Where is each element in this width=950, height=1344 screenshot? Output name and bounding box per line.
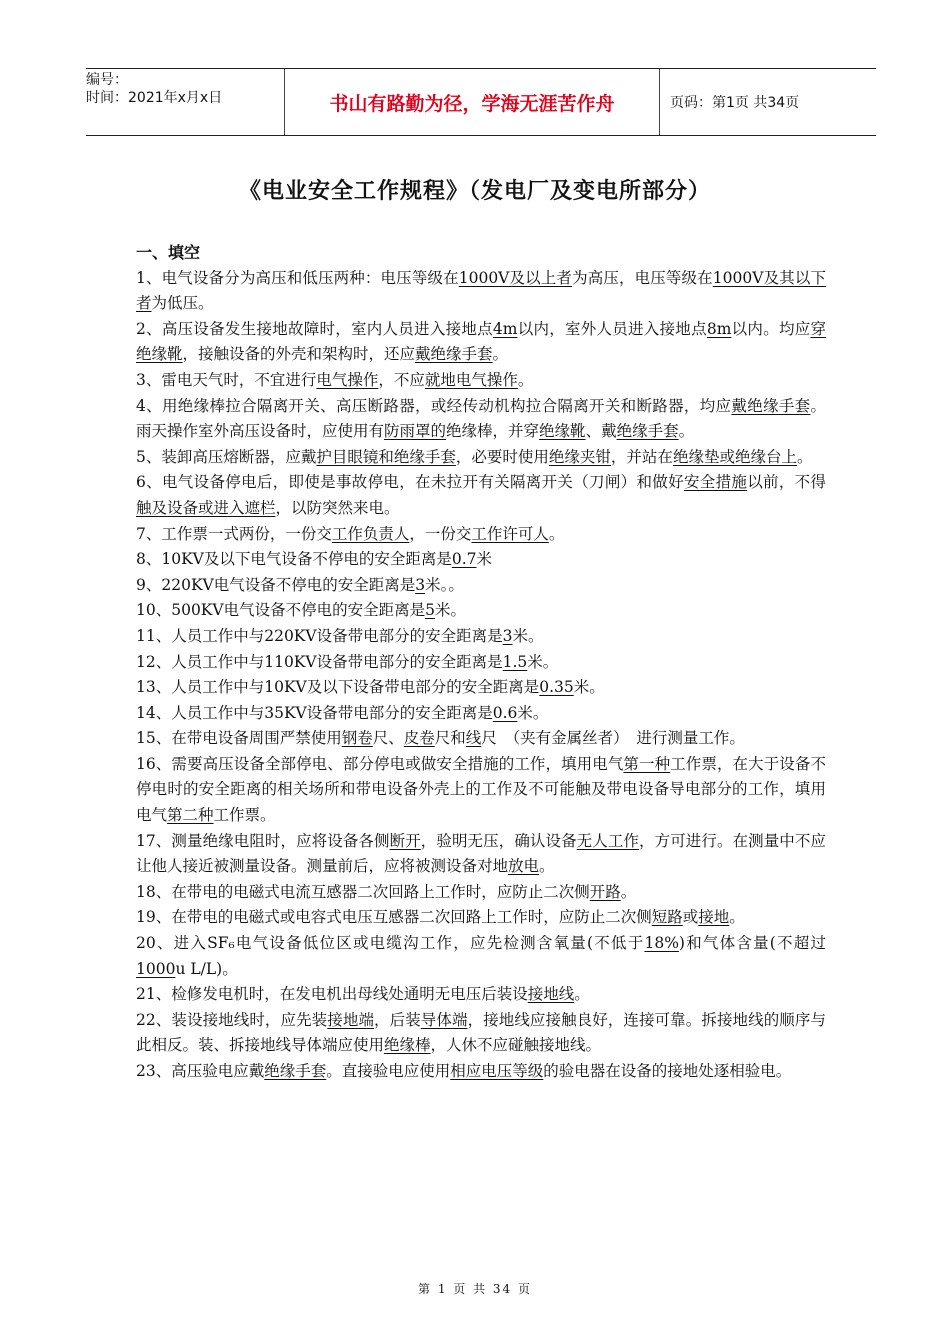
item-text: 尺 （夹有金属丝者） 进行测量工作。 — [481, 729, 745, 748]
list-item — [136, 1008, 826, 1059]
answer-blank: 接地端 — [327, 1010, 375, 1029]
list-item — [136, 701, 826, 727]
item-text: 尺和 — [434, 729, 466, 748]
item-text: 23、高压验电应戴 — [136, 1062, 265, 1080]
answer-blank: 8m — [706, 319, 732, 338]
item-text: ，方可进行。在测量中不应让他人接近被测量设备。测量前后，应将被测设备对地 — [136, 831, 826, 876]
answer-blank: 防雨罩的 — [384, 422, 447, 441]
item-text: 5、装卸高压熔断器，应戴 — [136, 447, 317, 466]
answer-blank: 0.6 — [492, 703, 518, 722]
answer-blank: 电气操作 — [316, 370, 379, 389]
item-text: 以前，不得 — [747, 473, 826, 492]
date-label: 时间：2021年x月x日 — [86, 90, 223, 106]
answer-blank: 第二种 — [167, 806, 214, 825]
answer-blank: 安全措施 — [683, 473, 748, 492]
item-text: 。雨天操作室外高压设备时，应使用有 — [136, 396, 826, 441]
list-item — [136, 1059, 826, 1085]
list-item — [136, 752, 826, 829]
answer-blank: 3 — [415, 575, 426, 594]
number-label: 编号： — [86, 72, 128, 88]
page-footer: 第 1 页 共 34 页 — [418, 1282, 532, 1296]
item-text: ，必要时使用 — [455, 447, 549, 466]
item-text: 为高压，电压等级在 — [572, 268, 713, 287]
item-text: 工作票。 — [213, 806, 276, 825]
list-item — [136, 905, 826, 931]
fill-blank-list — [136, 266, 826, 1085]
item-text: 工作票，在大于设备不停电时的安全距离的相关场所和带电设备外壳上的工作及不可能触及带电设备导电部分的工作，填用电气 — [136, 754, 826, 825]
item-text: 16、需要高压设备全部停电、部分停电或做安全措施的工作，填用电气 — [136, 754, 624, 773]
item-text: 。 — [539, 857, 555, 876]
item-text: 米。 — [434, 601, 466, 620]
item-text: ，并站在 — [610, 447, 673, 466]
list-item — [136, 598, 826, 624]
item-text: u L/L)。 — [175, 959, 238, 978]
item-text: 1、电气设备分为高压和低压两种：电压等级在 — [136, 268, 459, 287]
item-text: 尺、 — [372, 729, 404, 748]
answer-blank: 绝缘垫或绝缘台上 — [672, 447, 797, 466]
answer-blank: 穿绝缘靴 — [136, 319, 826, 364]
answer-blank: 触及设备或进入遮栏 — [136, 498, 276, 517]
item-text: 。 — [548, 524, 565, 543]
item-text: 或 — [682, 908, 699, 927]
list-item — [136, 931, 826, 982]
item-text: 3、雷电天气时，不宜进行 — [136, 370, 317, 389]
item-text: 9、220KV电气设备不停电的安全距离是 — [136, 575, 416, 594]
item-text: 米 — [476, 550, 493, 569]
item-text: 的验电器在设备的接地处逐相验电。 — [543, 1062, 792, 1080]
answer-blank: 3 — [502, 626, 513, 645]
answer-blank: 戴绝缘手套 — [415, 345, 493, 364]
item-text: 为低压。 — [151, 294, 214, 313]
list-item — [136, 573, 826, 599]
item-text: 14、人员工作中与35KV设备带电部分的安全距离是 — [136, 703, 493, 722]
item-text: 。直接验电应使用 — [326, 1062, 451, 1080]
item-text: 2、高压设备发生接地故障时，室内人员进入接地点 — [136, 319, 493, 338]
item-text: 绝缘棒，并穿 — [446, 422, 540, 441]
answer-blank: 无人工作 — [576, 831, 640, 850]
answer-blank: 0.35 — [539, 678, 574, 697]
list-item — [136, 982, 826, 1008]
item-text: 7、工作票一式两份，一份交 — [136, 524, 332, 543]
answer-blank: 绝缘棒 — [384, 1036, 431, 1055]
answer-blank: 第一种 — [623, 754, 671, 773]
item-text: )和气体含量(不超过 — [678, 934, 826, 953]
list-item — [136, 547, 826, 573]
list-item — [136, 470, 826, 521]
document-title: 《电业安全工作规程》（发电厂及变电所部分） — [238, 179, 711, 204]
item-text: 6、电气设备停电后，即使是事故停电，在未拉开有关隔离开关（刀闸）和做好 — [136, 473, 684, 492]
answer-blank: 就地电气操作 — [424, 370, 518, 389]
answer-blank: 短路 — [651, 908, 683, 927]
item-text: 20、进入SF₆电气设备低位区或电缆沟工作，应先检测含氧量(不低于 — [136, 934, 645, 953]
answer-blank: 工作许可人 — [471, 524, 549, 543]
answer-blank: 钢卷 — [341, 729, 373, 748]
answer-blank: 绝缘靴 — [539, 422, 586, 441]
item-text: 、戴 — [585, 422, 617, 441]
item-text: 8、10KV及以下电气设备不停电的安全距离是 — [136, 550, 452, 569]
section-heading: 一、填空 — [136, 243, 201, 262]
list-item — [136, 650, 826, 676]
list-item — [136, 522, 826, 548]
item-text: ，人休不应碰触接地线。 — [430, 1036, 602, 1055]
list-item — [136, 445, 826, 471]
answer-blank: 断开 — [389, 831, 421, 850]
answer-blank: 1000V及其以下者 — [136, 268, 826, 313]
item-text: 18、在带电的电磁式电流互感器二次回路上工作时，应防止二次侧 — [136, 882, 590, 901]
answer-blank: 绝缘手套 — [616, 422, 679, 441]
list-item — [136, 394, 826, 445]
item-text: 米。 — [512, 626, 544, 645]
answer-blank: 戴绝缘手套 — [731, 396, 811, 415]
item-text: ，不应 — [378, 370, 425, 389]
item-text: 4、用绝缘棒拉合隔离开关、高压断路器，或经传动机构拉合隔离开关和断路器，均应 — [136, 396, 732, 415]
item-text: 22、装设接地线时，应先装 — [136, 1010, 328, 1029]
answer-blank: 绝缘夹钳 — [548, 447, 611, 466]
item-text: ，一份交 — [409, 524, 472, 543]
answer-blank: 导体端 — [420, 1010, 468, 1029]
item-text: ，以防突然来电。 — [275, 498, 400, 517]
answer-blank: 开路 — [589, 882, 621, 901]
list-item — [136, 675, 826, 701]
answer-blank: 接地 — [698, 908, 730, 927]
answer-blank: 0.7 — [451, 550, 477, 569]
item-text: 以内，室外人员进入接地点 — [517, 319, 707, 338]
item-text: 。 — [574, 985, 590, 1004]
header-meta — [86, 69, 284, 135]
document-body — [136, 240, 826, 1085]
list-item — [136, 368, 826, 394]
list-item — [136, 317, 826, 368]
item-text: 12、人员工作中与110KV设备带电部分的安全距离是 — [136, 652, 503, 671]
answer-blank: 接地线 — [527, 985, 575, 1004]
list-item — [136, 624, 826, 650]
item-text: 。 — [678, 422, 695, 441]
answer-blank: 5 — [425, 601, 435, 620]
item-text: 10、500KV电气设备不停电的安全距离是 — [136, 601, 426, 620]
item-text: 17、测量绝缘电阻时，应将设备各侧 — [136, 831, 390, 850]
item-text: 。 — [517, 370, 534, 389]
answer-blank: 绝缘手套 — [264, 1062, 327, 1080]
item-text: 。 — [796, 447, 813, 466]
answer-blank: 护目眼镜和绝缘手套 — [316, 447, 456, 466]
item-text: ，后装 — [374, 1010, 421, 1029]
page-header — [86, 68, 876, 136]
item-text: 米。。 — [425, 575, 464, 594]
item-text: ，接触设备的外壳和架构时，还应 — [182, 345, 416, 364]
item-text: 。 — [729, 908, 745, 927]
answer-blank: 1000V及以上者 — [458, 268, 573, 287]
answer-blank: 1000 — [136, 959, 176, 978]
answer-blank: 相应电压等级 — [450, 1062, 544, 1080]
item-text: 。 — [492, 345, 509, 364]
answer-blank: 1.5 — [502, 652, 528, 671]
item-text: ，接地线应接触良好，连接可靠。拆接地线的顺序与此相反。装、拆接地线导体端应使用 — [136, 1010, 826, 1055]
item-text: 。 — [620, 882, 637, 901]
item-text: ，验明无压，确认设备 — [420, 831, 577, 850]
list-item — [136, 829, 826, 880]
item-text: 21、检修发电机时，在发电机出母线处通明无电压后装设 — [136, 985, 528, 1004]
item-text: 11、人员工作中与220KV设备带电部分的安全距离是 — [136, 626, 503, 645]
answer-blank: 线 — [465, 729, 482, 748]
list-item — [136, 726, 826, 752]
answer-blank: 工作负责人 — [331, 524, 410, 543]
answer-blank: 放电 — [508, 857, 540, 876]
item-text: 米。 — [527, 652, 559, 671]
answer-blank: 皮卷 — [403, 729, 435, 748]
item-text: 15、在带电设备周围严禁使用 — [136, 729, 342, 748]
header-motto: 书山有路勤为径，学海无涯苦作舟 — [284, 69, 660, 135]
item-text: 19、在带电的电磁式或电容式电压互感器二次回路上工作时，应防止二次侧 — [136, 908, 652, 927]
answer-blank: 18% — [644, 934, 679, 953]
list-item — [136, 266, 826, 317]
answer-blank: 4m — [492, 319, 518, 338]
header-page-label: 页码：第1页 共34页 — [670, 95, 800, 111]
list-item — [136, 880, 826, 906]
item-text: 米。 — [517, 703, 549, 722]
item-text: 米。 — [573, 678, 605, 697]
item-text: 以内。均应 — [731, 319, 811, 338]
item-text: 13、人员工作中与10KV及以下设备带电部分的安全距离是 — [136, 678, 540, 697]
